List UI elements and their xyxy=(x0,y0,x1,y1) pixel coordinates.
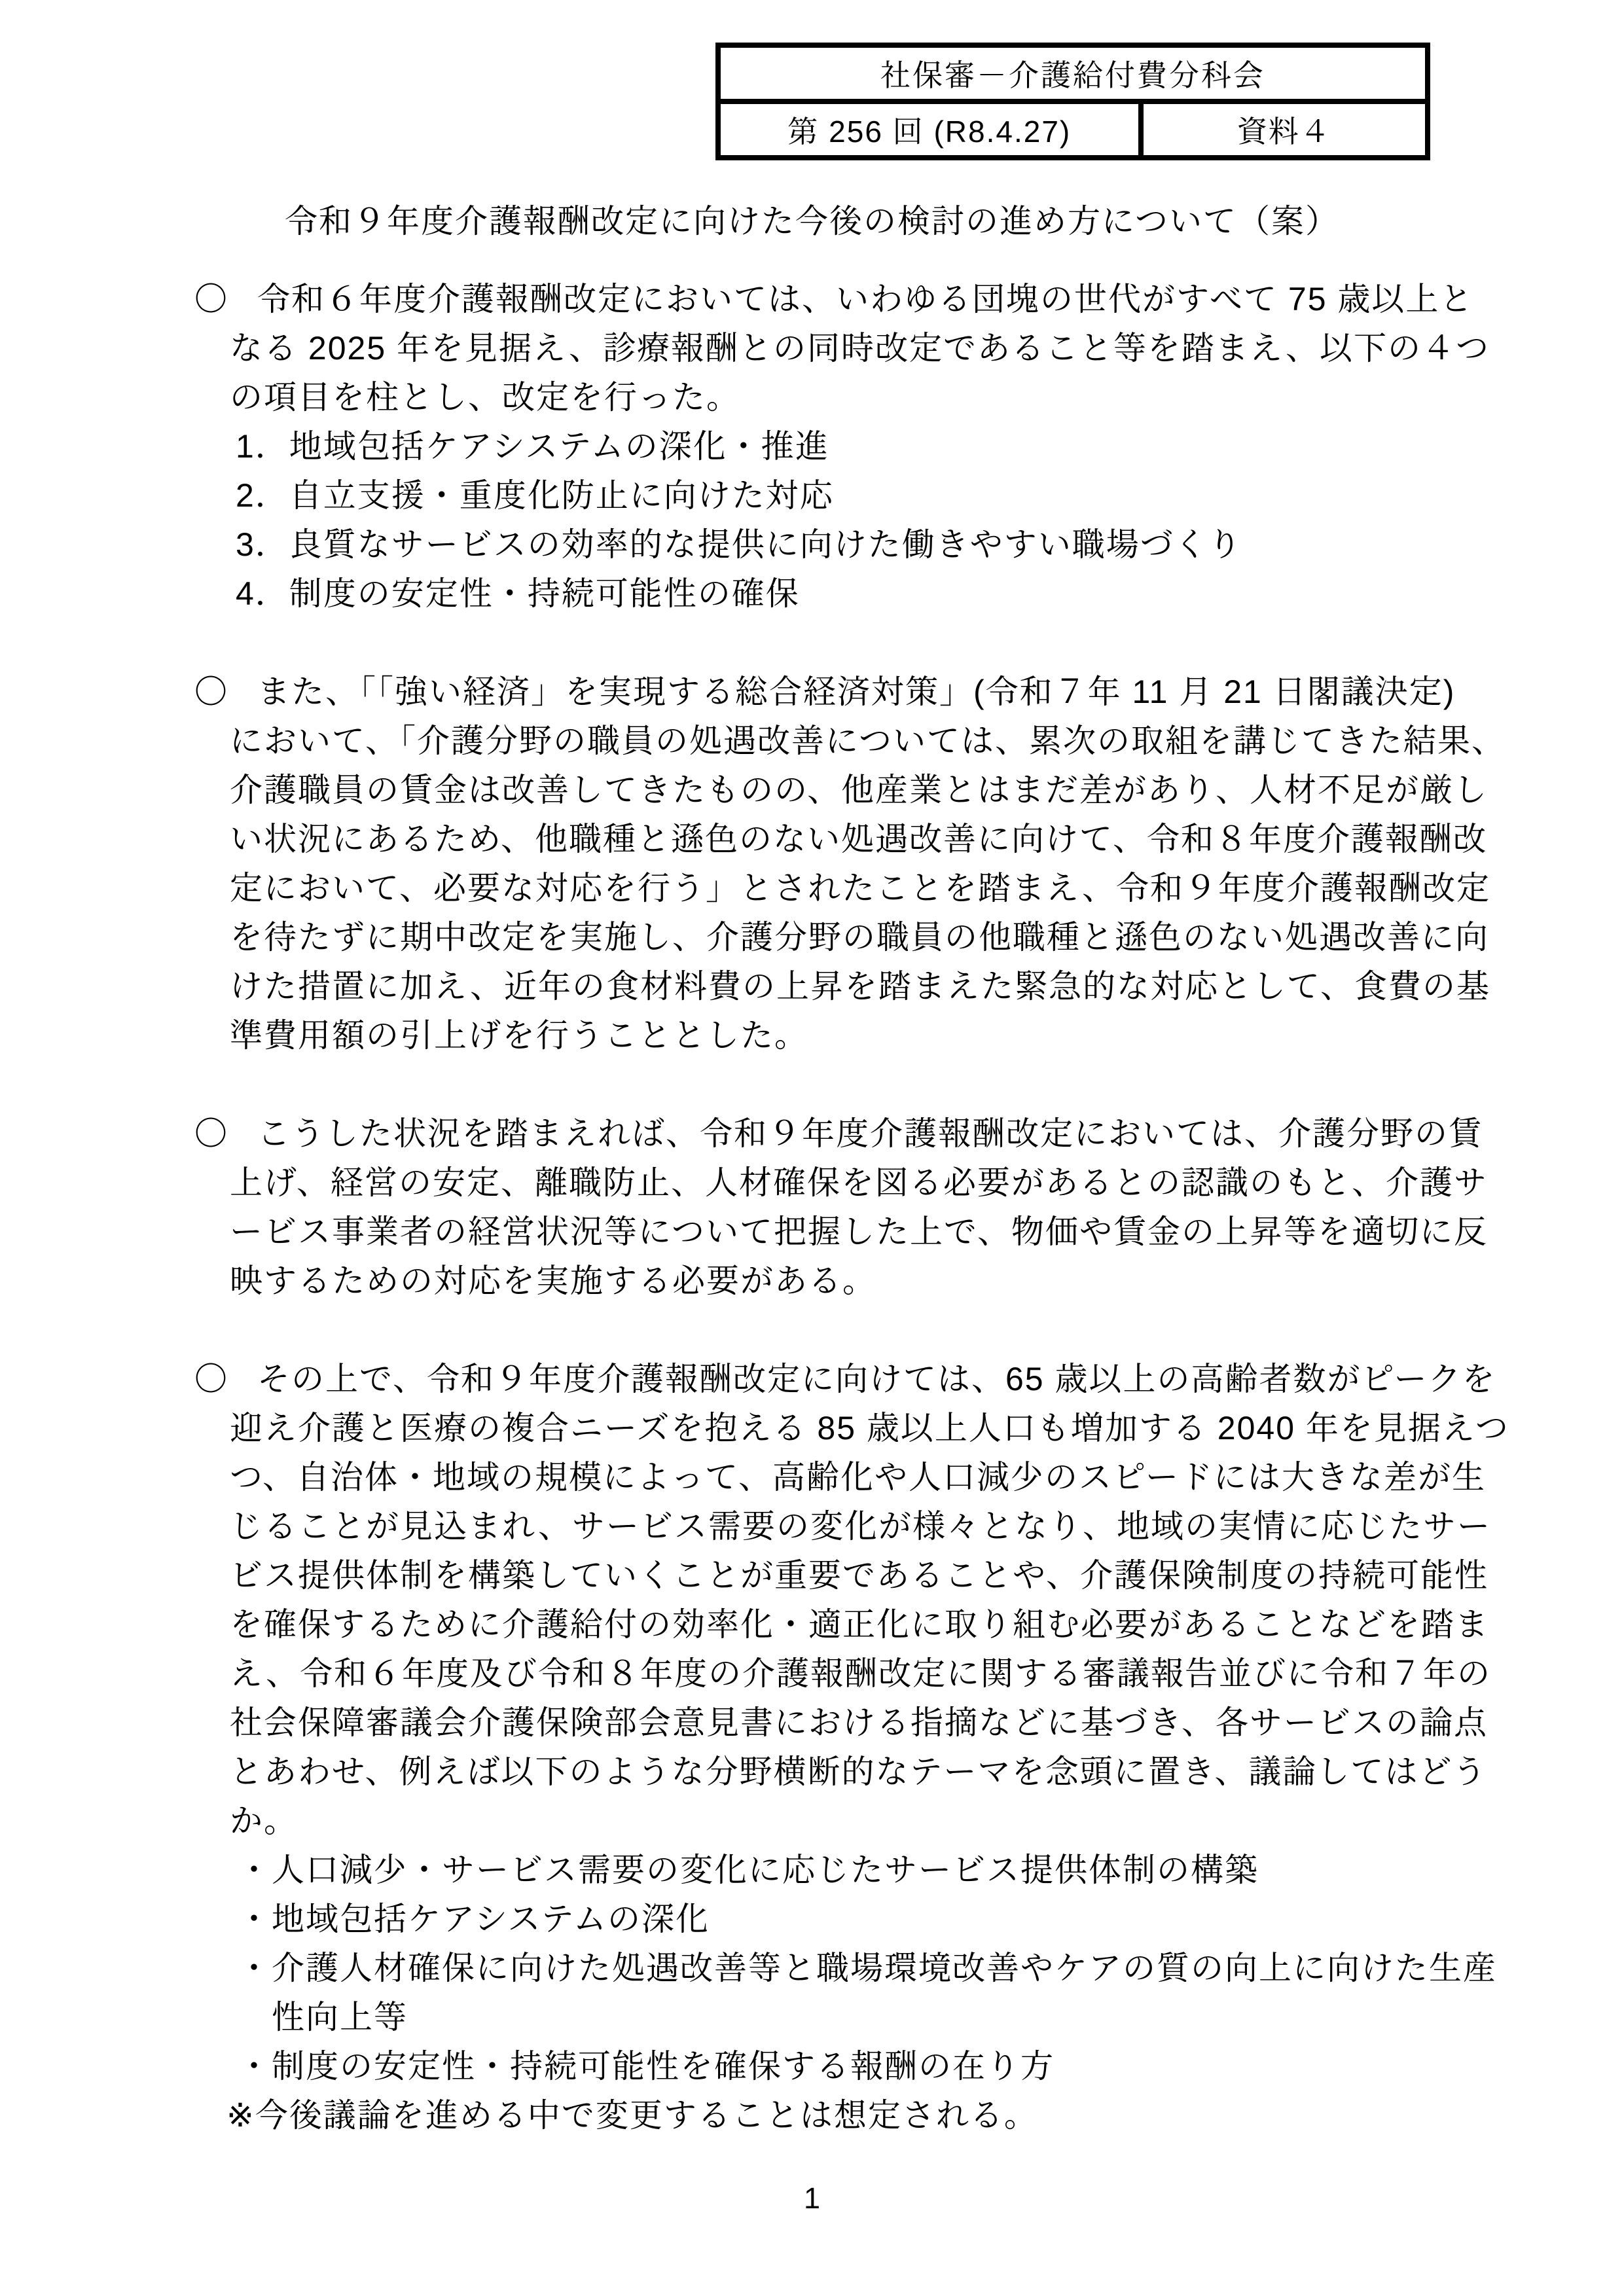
text-line: か。 xyxy=(230,1803,298,1839)
text-line: とあわせ、例えば以下のような分野横断的なテーマを念頭に置き、議論してはどう xyxy=(230,1753,1487,1790)
page-title: 令和９年度介護報酬改定に向けた今後の検討の進め方について（案） xyxy=(285,203,1339,240)
text-line: ービス事業者の経営状況等について把握した上で、物価や賃金の上昇等を適切に反 xyxy=(230,1213,1488,1250)
text-line: 社会保障審議会介護保険部会意見書における指摘などに基づき、各サービスの論点 xyxy=(230,1704,1488,1741)
text-line: 迎え介護と医療の複合ニーズを抱える 85 歳以上人口も増加する 2040 年を見据えつ xyxy=(230,1410,1509,1446)
text-line xyxy=(194,1355,1496,1404)
circle-bullet-marker: 〇 xyxy=(194,1361,228,1397)
sub-bullet-item: ・地域包括ケアシステムの深化 xyxy=(238,1901,710,1937)
sub-bullet-item: ・介護人材確保に向けた処遇改善等と職場環境改善やケアの質の向上に向けた生産 xyxy=(238,1950,1497,1986)
paragraph xyxy=(194,668,1506,1060)
paragraph-first-line-text: 令和６年度介護報酬改定においては、いわゆる団塊の世代がすべて 75 歳以上と xyxy=(257,281,1474,317)
committee-name: 社保審－介護給付費分科会 xyxy=(721,48,1425,104)
sub-bullet-list xyxy=(194,1846,1497,2140)
text-line: い状況にあるため、他職種と遜色のない処遇改善に向けて、令和８年度介護報酬改 xyxy=(230,821,1487,857)
text-line: において、「介護分野の職員の処遇改善については、累次の取組を講じてきた結果、 xyxy=(230,723,1506,759)
header-box xyxy=(715,43,1430,160)
text-line: 介護職員の賃金は改善してきたものの、他産業とはまだ差があり、人材不足が厳し xyxy=(230,772,1488,808)
circle-bullet-marker: 〇 xyxy=(194,281,228,317)
circle-bullet-marker: 〇 xyxy=(194,673,228,710)
text-line: 定において、必要な対応を行う」とされたことを踏まえ、令和９年度介護報酬改定 xyxy=(230,870,1490,906)
paragraph-first-line-text: こうした状況を踏まえれば、令和９年度介護報酬改定においては、介護分野の賃 xyxy=(257,1115,1483,1152)
session-number: 第 256 回 (R8.4.27) xyxy=(721,104,1144,155)
paragraph-first-line-text: その上で、令和９年度介護報酬改定に向けては、65 歳以上の高齢者数がピークを xyxy=(257,1361,1496,1397)
sub-bullet-item: 性向上等 xyxy=(238,1999,408,2036)
paragraph xyxy=(194,1109,1488,1306)
text-line: ビス提供体制を構築していくことが重要であることや、介護保険制度の持続可能性 xyxy=(230,1557,1489,1594)
paragraph xyxy=(194,275,1490,422)
text-line xyxy=(194,275,1474,324)
text-line: けた措置に加え、近年の食材料費の上昇を踏まえた緊急的な対応として、食費の基 xyxy=(230,968,1490,1005)
document-body xyxy=(194,275,1509,2140)
text-line: の項目を柱とし、改定を行った。 xyxy=(230,379,740,416)
header-box-second-row xyxy=(721,104,1425,155)
numbered-item: 3．良質なサービスの効率的な提供に向けた働きやすい職場づくり xyxy=(236,526,1242,563)
numbered-item: 1．地域包括ケアシステムの深化・推進 xyxy=(236,428,829,465)
note-line: ※今後議論を進める中で変更することは想定される。 xyxy=(226,2097,1038,2134)
text-line: え、令和６年度及び令和８年度の介護報酬改定に関する審議報告並びに令和７年の xyxy=(230,1655,1491,1692)
text-line: じることが見込まれ、サービス需要の変化が様々となり、地域の実情に応じたサー xyxy=(230,1508,1491,1545)
numbered-list xyxy=(194,422,1438,619)
circle-bullet-marker: 〇 xyxy=(194,1115,228,1152)
text-line: 上げ、経営の安定、離職防止、人材確保を図る必要があるとの認識のもと、介護サ xyxy=(230,1164,1488,1201)
sub-bullet-item: ・制度の安定性・持続可能性を確保する報酬の在り方 xyxy=(238,2048,1055,2085)
text-line xyxy=(194,1109,1483,1158)
text-line: 映するための対応を実施する必要がある。 xyxy=(230,1263,876,1299)
numbered-item: 2．自立支援・重度化防止に向けた対応 xyxy=(236,477,834,514)
page-number: 1 xyxy=(803,2181,821,2215)
sub-bullet-item: ・人口減少・サービス需要の変化に応じたサービス提供体制の構築 xyxy=(238,1852,1259,1888)
numbered-item: 4．制度の安定性・持続可能性の確保 xyxy=(236,575,800,612)
text-line: 準費用額の引上げを行うこととした。 xyxy=(230,1017,808,1054)
text-line: なる 2025 年を見据え、診療報酬との同時改定であること等を踏まえ、以下の４つ xyxy=(230,330,1490,367)
material-number: 資料４ xyxy=(1236,115,1331,149)
paragraph-first-line-text: また、「「強い経済」を実現する総合経済対策」(令和７年 11 月 21 日閣議決定) xyxy=(257,673,1456,710)
paragraph xyxy=(194,1355,1509,1846)
text-line xyxy=(194,668,1456,717)
text-line: つ、自治体・地域の規模によって、高齢化や人口減少のスピードには大きな差が生 xyxy=(230,1459,1486,1496)
text-line: を待たずに期中改定を実施し、介護分野の職員の他職種と遜色のない処遇改善に向 xyxy=(230,919,1489,956)
text-line: を確保するために介護給付の効率化・適正化に取り組む必要があることなどを踏ま xyxy=(230,1606,1489,1643)
